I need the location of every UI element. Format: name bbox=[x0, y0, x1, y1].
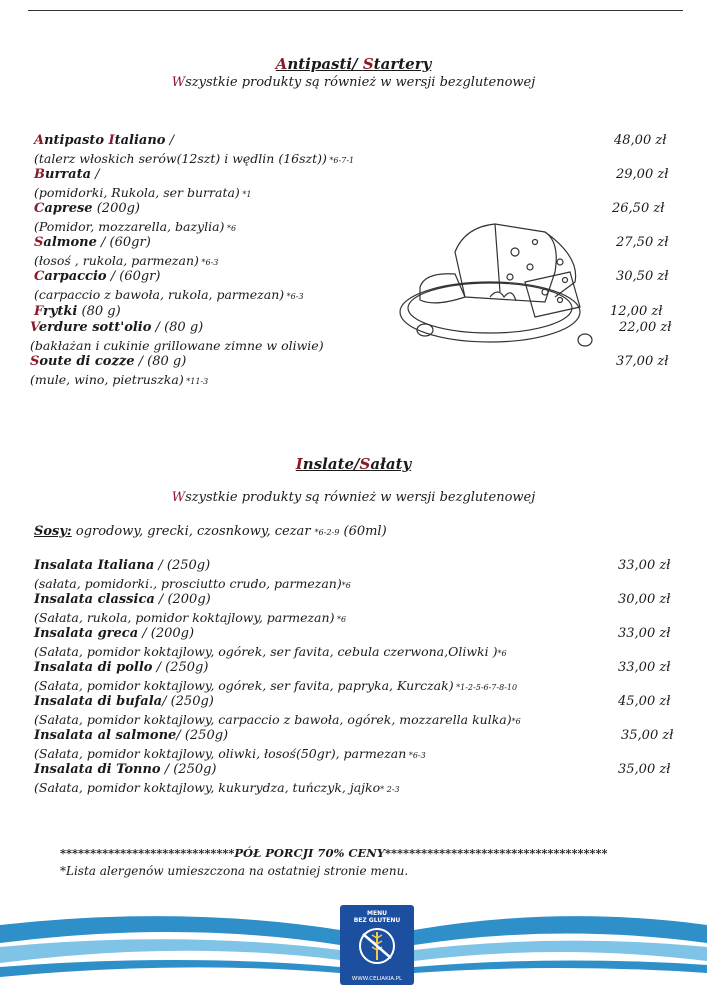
item-name: arpaccio bbox=[44, 269, 107, 284]
item-desc: (Sałata, pomidor koktajlowy, carpaccio z bawoła, ogórek, mozzarella kulka) bbox=[34, 712, 512, 727]
item-price: 27,50 zł bbox=[616, 235, 669, 250]
half-portion-note: *****************************PÓŁ PORCJI 70% CENY************************************* bbox=[60, 846, 608, 860]
crossed-grain-icon bbox=[355, 926, 399, 966]
allergen-codes: * 2-3 bbox=[380, 785, 400, 794]
item-initial: C bbox=[34, 201, 45, 216]
menu-item-name bbox=[30, 320, 203, 335]
item-price: 35,00 zł bbox=[618, 762, 671, 777]
item-initial: A bbox=[34, 133, 45, 148]
sauces-label: Sosy: bbox=[34, 524, 72, 539]
item-desc: (talerz włoskich serów(12szt) i wędlin (16szt)) bbox=[34, 151, 327, 166]
insalate-subtitle bbox=[0, 490, 707, 505]
item-desc: (Sałata, rukola, pomidor koktajlowy, parmezan) bbox=[34, 610, 335, 625]
item-name: Insalata Italiana bbox=[34, 558, 155, 573]
allergen-codes: *6 bbox=[511, 717, 521, 726]
item-name: aprese bbox=[44, 201, 93, 216]
antipasti-title bbox=[0, 55, 707, 73]
menu-item-desc bbox=[30, 372, 208, 387]
item-initial: I bbox=[108, 133, 115, 148]
subtitle-initial: W bbox=[171, 490, 186, 505]
item-price: 30,00 zł bbox=[618, 592, 671, 607]
item-price: 30,50 zł bbox=[616, 269, 669, 284]
item-desc: (Sałata, pomidor koktajlowy, kukurydza, tuńczyk, jajko bbox=[34, 780, 381, 795]
menu-item-name bbox=[34, 201, 140, 216]
item-desc: (pomidorki, Rukola, ser burrata) bbox=[34, 185, 240, 200]
menu-item-name bbox=[34, 167, 100, 182]
item-qty: / (200g) bbox=[154, 592, 211, 607]
menu-item-desc bbox=[34, 219, 236, 234]
menu-item-desc bbox=[34, 678, 517, 693]
title-initial: S bbox=[359, 455, 371, 473]
allergen-codes: *1 bbox=[239, 190, 252, 199]
logo-text: MENU bbox=[367, 910, 387, 917]
allergen-codes: *6 bbox=[341, 581, 351, 590]
menu-item-name bbox=[34, 626, 194, 641]
menu-item-name bbox=[34, 304, 121, 319]
menu-item-desc bbox=[34, 746, 426, 761]
subtitle-initial: W bbox=[171, 75, 186, 90]
menu-item-desc bbox=[34, 287, 304, 302]
antipasti-subtitle bbox=[0, 75, 707, 90]
allergen-note: *Lista alergenów umieszczona na ostatniej stronie menu. bbox=[60, 864, 409, 878]
title-initial: I bbox=[295, 455, 303, 473]
subtitle-text: szystkie produkty są również w wersji bezglutenowej bbox=[185, 490, 536, 505]
menu-item-desc bbox=[34, 576, 351, 591]
item-name: rytki bbox=[43, 304, 78, 319]
menu-item-name bbox=[34, 762, 217, 777]
sauces-line bbox=[34, 524, 387, 539]
allergen-codes: *6-3 bbox=[406, 751, 426, 760]
item-desc: (Sałata, pomidor koktajlowy, ogórek, ser favita, papryka, Kurczak) bbox=[34, 678, 454, 693]
item-initial: S bbox=[30, 354, 40, 369]
allergen-codes: *6-3 bbox=[284, 292, 304, 301]
item-qty: / (250g) bbox=[176, 728, 229, 743]
allergen-codes: *6 bbox=[497, 649, 507, 658]
item-desc: (Sałata, pomidor koktajlowy, oliwki, łosoś(50gr), parmezan bbox=[34, 746, 407, 761]
item-price: 33,00 zł bbox=[618, 558, 671, 573]
title-text: nslate/ bbox=[302, 455, 360, 473]
menu-item-name bbox=[34, 133, 174, 148]
logo-url: WWW.CELIAKIA.PL bbox=[351, 976, 403, 982]
item-qty: / bbox=[165, 133, 174, 148]
item-qty: / (60gr) bbox=[96, 235, 151, 250]
sauces-qty: (60ml) bbox=[339, 524, 387, 539]
item-price: 26,50 zł bbox=[612, 201, 665, 216]
item-name: taliano bbox=[114, 133, 166, 148]
menu-item-name bbox=[34, 592, 211, 607]
item-price: 35,00 zł bbox=[621, 728, 674, 743]
menu-item-name bbox=[30, 354, 186, 369]
item-desc: (mule, wino, pietruszka) bbox=[30, 372, 184, 387]
item-desc: (bakłażan i cukinie grillowane zimne w oliwie) bbox=[30, 338, 324, 353]
item-name: Insalata di Tonno bbox=[34, 762, 161, 777]
item-name: almone bbox=[43, 235, 97, 250]
allergen-codes: *6 bbox=[224, 224, 237, 233]
item-desc: (łosoś , rukola, parmezan) bbox=[34, 253, 199, 268]
allergen-codes: *1-2-5-6-7-8-10 bbox=[453, 683, 518, 692]
menu-item-desc bbox=[30, 338, 324, 353]
allergen-codes: *6-7-1 bbox=[326, 156, 355, 165]
item-qty: (80 g) bbox=[77, 304, 121, 319]
menu-item-name bbox=[34, 269, 160, 284]
item-price: 22,00 zł bbox=[619, 320, 672, 335]
item-price: 48,00 zł bbox=[614, 133, 667, 148]
item-desc: (sałata, pomidorki., prosciutto crudo, parmezan) bbox=[34, 576, 342, 591]
item-price: 29,00 zł bbox=[616, 167, 669, 182]
menu-item-desc bbox=[34, 610, 346, 625]
item-initial: S bbox=[34, 235, 44, 250]
item-qty: / (250g) bbox=[152, 660, 209, 675]
item-qty: / (60gr) bbox=[106, 269, 161, 284]
item-price: 37,00 zł bbox=[616, 354, 669, 369]
item-qty: / bbox=[91, 167, 100, 182]
item-price: 33,00 zł bbox=[618, 626, 671, 641]
item-initial: F bbox=[34, 304, 44, 319]
menu-item-name bbox=[34, 235, 151, 250]
item-price: 33,00 zł bbox=[618, 660, 671, 675]
allergen-codes: *6-2-9 bbox=[314, 528, 340, 537]
item-name: oute di cozze bbox=[39, 354, 135, 369]
item-name: Insalata greca bbox=[34, 626, 139, 641]
allergen-codes: *6-3 bbox=[198, 258, 219, 267]
gluten-free-logo bbox=[340, 905, 414, 985]
item-qty: / (80 g) bbox=[151, 320, 204, 335]
menu-item-name bbox=[34, 728, 228, 743]
item-name: Insalata di pollo bbox=[34, 660, 153, 675]
item-qty: / (250g) bbox=[154, 558, 211, 573]
menu-item-desc bbox=[34, 712, 521, 727]
title-initial: A bbox=[275, 55, 288, 73]
menu-item-desc bbox=[34, 151, 354, 166]
item-desc: (Sałata, pomidor koktajlowy, ogórek, ser favita, cebula czerwona,Oliwki ) bbox=[34, 644, 498, 659]
item-price: 45,00 zł bbox=[618, 694, 671, 709]
title-text: tartery bbox=[373, 55, 432, 73]
menu-item-name bbox=[34, 694, 214, 709]
menu-item-desc bbox=[34, 253, 218, 268]
item-qty: (200g) bbox=[92, 201, 141, 216]
item-initial: C bbox=[34, 269, 45, 284]
sauces-text: ogrodowy, grecki, czosnkowy, cezar bbox=[71, 524, 315, 539]
title-text: ałaty bbox=[370, 455, 412, 473]
item-qty: / (250g) bbox=[160, 762, 217, 777]
menu-item-name bbox=[34, 558, 210, 573]
cheese-board-illustration bbox=[395, 212, 595, 362]
menu-item-desc bbox=[34, 780, 400, 795]
item-name: erdure sott'olio bbox=[38, 320, 152, 335]
item-name: Insalata di bufala bbox=[34, 694, 163, 709]
menu-item-desc bbox=[34, 644, 507, 659]
item-desc: (Pomidor, mozzarella, bazylia) bbox=[34, 219, 225, 234]
item-price: 12,00 zł bbox=[610, 304, 663, 319]
menu-item-name bbox=[34, 660, 208, 675]
item-qty: / (250g) bbox=[162, 694, 214, 709]
subtitle-text: szystkie produkty są również w wersji bezglutenowej bbox=[185, 75, 536, 90]
item-name: urrata bbox=[45, 167, 92, 182]
item-desc: (carpaccio z bawoła, rukola, parmezan) bbox=[34, 287, 285, 302]
insalate-title bbox=[0, 455, 707, 473]
title-text: ntipasti/ bbox=[287, 55, 363, 73]
item-name: ntipasto bbox=[44, 133, 109, 148]
item-name: Insalata al salmone bbox=[34, 728, 177, 743]
item-initial: V bbox=[30, 320, 39, 335]
item-qty: / (80 g) bbox=[134, 354, 187, 369]
menu-item-desc bbox=[34, 185, 251, 200]
allergen-codes: *11-3 bbox=[183, 377, 209, 386]
title-initial: S bbox=[362, 55, 374, 73]
item-name: Insalata classica bbox=[34, 592, 155, 607]
item-qty: / (200g) bbox=[138, 626, 195, 641]
item-initial: B bbox=[34, 167, 45, 182]
allergen-codes: *6 bbox=[334, 615, 347, 624]
logo-text: BEZ GLUTENU bbox=[353, 917, 401, 924]
top-rule bbox=[28, 10, 683, 11]
